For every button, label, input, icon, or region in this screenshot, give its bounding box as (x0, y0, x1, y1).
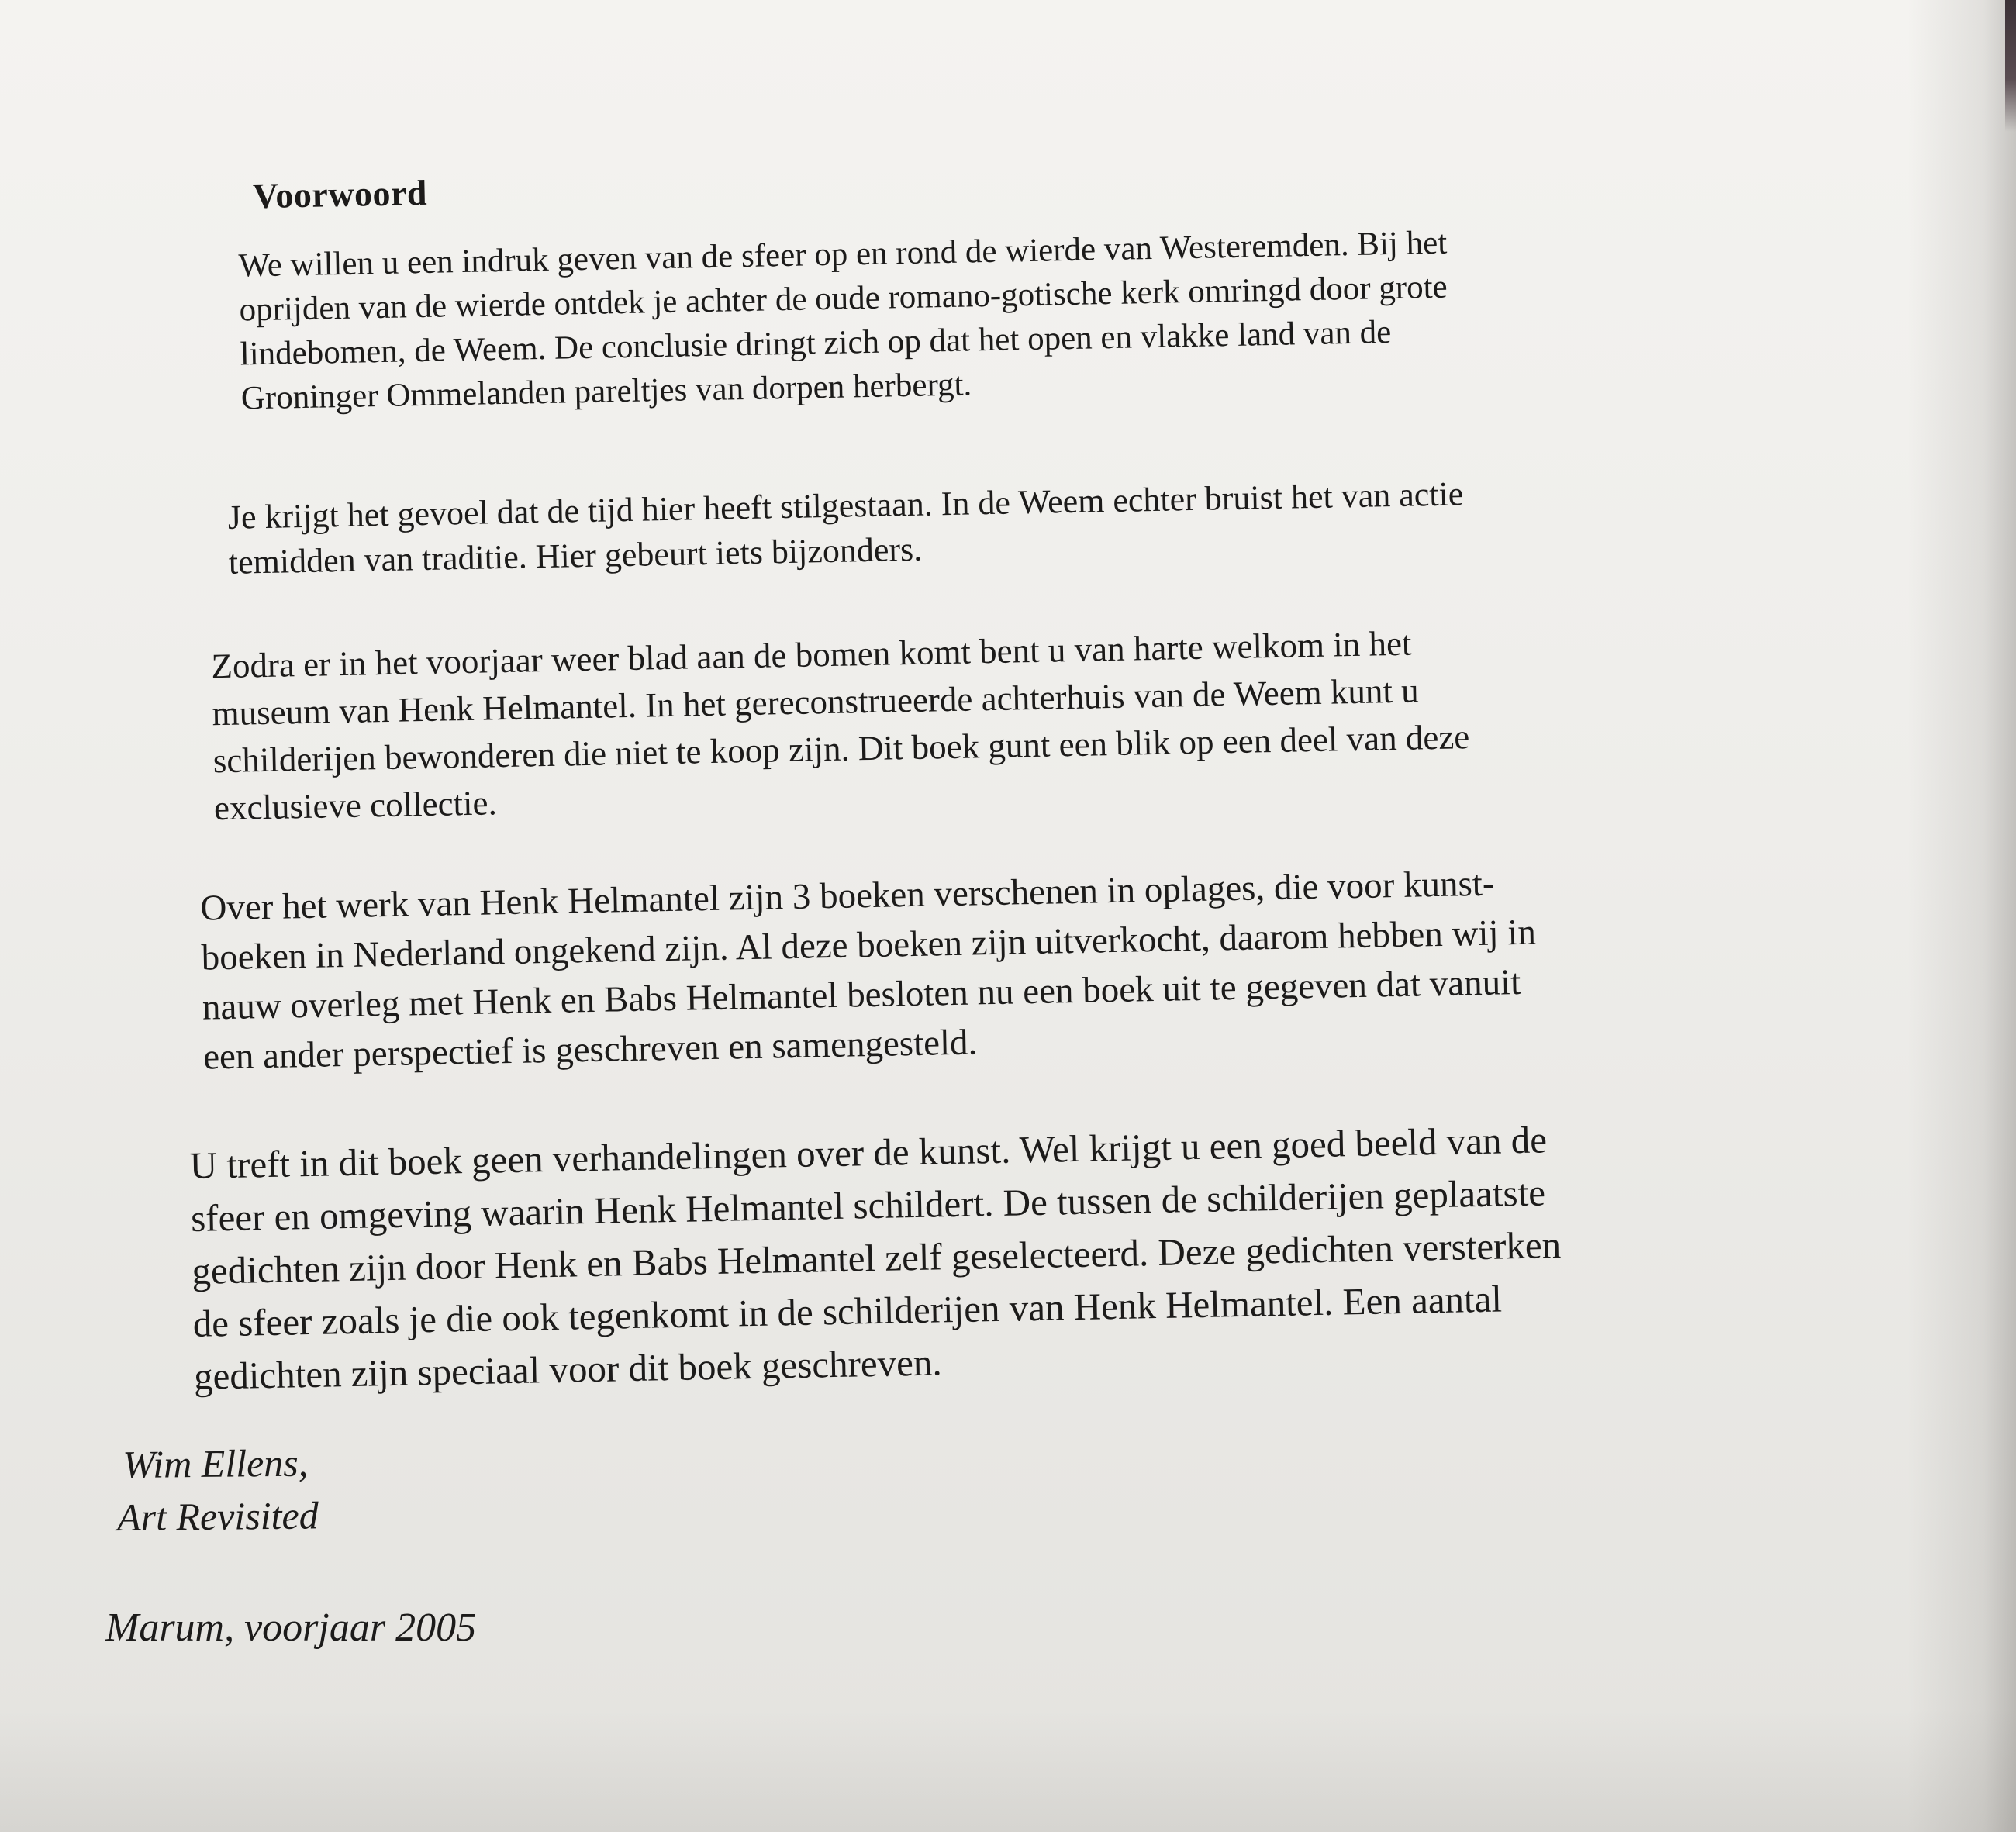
foreword-text-block (178, 133, 1768, 1398)
paragraph-line: boeken in Nederland ongekend zijn. Al deze boeken zijn uitverkocht, daarom hebben wij in (201, 912, 1537, 978)
paragraph-line: sfeer en omgeving waarin Henk Helmantel schildert. De tussen de schilderijen geplaatste (190, 1171, 1546, 1240)
paragraph-line: gedichten zijn door Henk en Babs Helmantel zelf geselecteerd. Deze gedichten versterken (191, 1223, 1562, 1292)
page-gutter-shadow (1907, 0, 2016, 1832)
signature-name: Wim Ellens, (123, 1440, 309, 1486)
signature-block (116, 1436, 319, 1544)
paragraph-line: oprijden van de wierde ontdek je achter de oude romano-gotische kerk omringd door grote (239, 268, 1448, 329)
paragraph-line: Zodra er in het voorjaar weer blad aan de bomen komt bent u van harte welkom in het (210, 623, 1412, 686)
paragraph-5 (189, 1113, 1563, 1403)
paragraph-line: de sfeer zoals je die ook tegenkomt in de schilderijen van Henk Helmantel. Een aantal (192, 1277, 1503, 1345)
paragraph-4 (200, 858, 1538, 1082)
paragraph-line: gedichten zijn speciaal voor dit boek geschreven. (193, 1340, 943, 1398)
paragraph-line: nauw overleg met Henk en Babs Helmantel besloten nu een boek uit te gegeven dat vanuit (202, 961, 1521, 1028)
paragraph-line: Over het werk van Henk Helmantel zijn 3 boeken verschenen in oplages, die voor kunst- (199, 863, 1495, 929)
paragraph-line: lindebomen, de Weem. De conclusie dringt zich op dat het open en vlakke land van de (240, 314, 1392, 373)
paragraph-3 (211, 619, 1471, 832)
paragraph-line: We willen u een indruk geven van de sfeer op en rond de wierde van Westeremden. Bij het (238, 224, 1448, 285)
paragraph-line: Groninger Ommelanden pareltjes van dorpen herbergt. (240, 366, 972, 417)
paragraph-line: exclusieve collectie. (213, 783, 498, 828)
page-bottom-shadow (0, 1708, 2016, 1832)
place-date: Marum, voorjaar 2005 (105, 1606, 477, 1650)
paragraph-line: temidden van traditie. Hier gebeurt iets bijzonders. (228, 530, 923, 581)
paragraph-line: een ander perspectief is geschreven en samengesteld. (202, 1022, 978, 1078)
paragraph-line: schilderijen bewonderen die niet te koop zijn. Dit boek gunt een blik op een deel van deze (212, 717, 1470, 781)
paragraph-2 (227, 471, 1465, 585)
paragraph-line: museum van Henk Helmantel. In het gereconstrueerde achterhuis van de Weem kunt u (212, 671, 1420, 733)
paragraph-line: U treft in dit boek geen verhandelingen over de kunst. Wel krijgt u een goed beeld van de (189, 1118, 1548, 1187)
page-edge (2005, 0, 2016, 132)
page-title: Voorwoord (252, 172, 428, 216)
paragraph-line: Je krijgt het gevoel dat de tijd hier heeft stilgestaan. In de Weem echter bruist het van actie (227, 474, 1464, 536)
signature-organization: Art Revisited (116, 1493, 319, 1540)
paragraph-1 (238, 221, 1450, 421)
